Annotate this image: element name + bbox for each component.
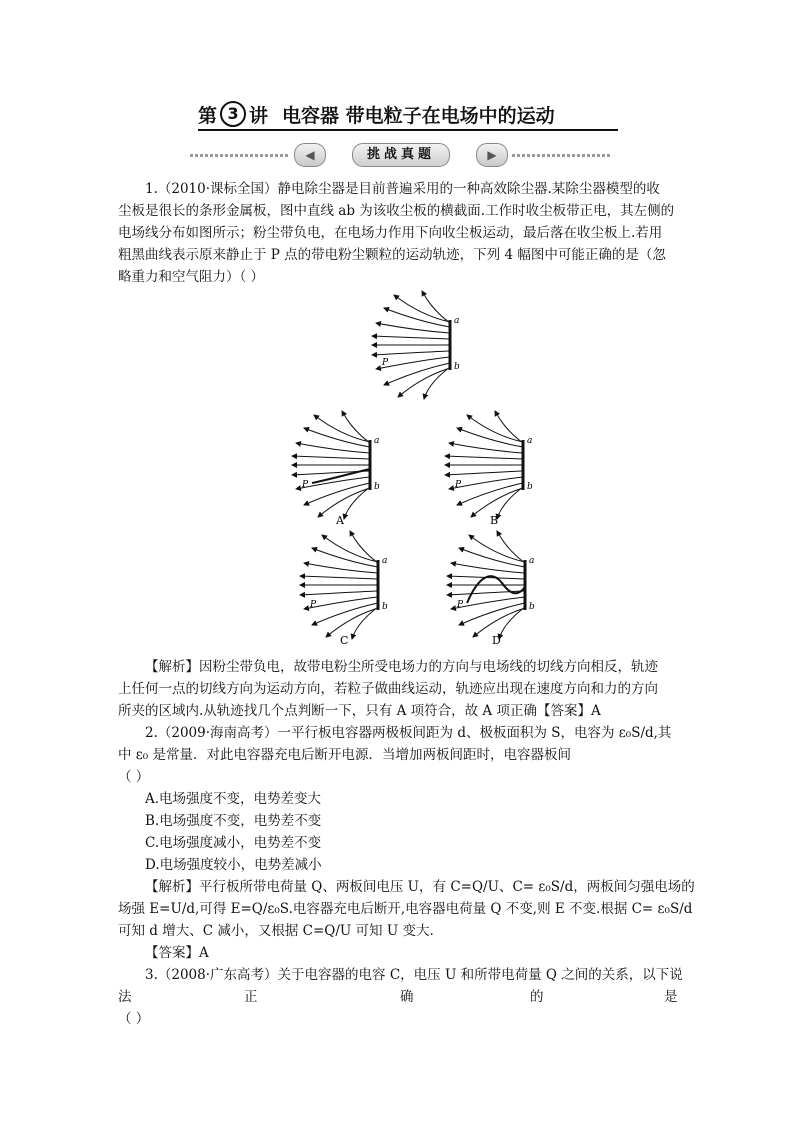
- title-main: 电容器 带电粒子在电场中的运动: [282, 104, 555, 127]
- q2-line-3: （ ）: [118, 769, 150, 785]
- q1-line-4: 粗黑曲线表示原来静止于 P 点的带电粉尘颗粒的运动轨迹，下列 4 幅图中可能正确的是（忽: [118, 247, 666, 263]
- q2-analysis-2: 场强 E=U/d,可得 E=Q/ε₀S.电容器充电后断开,电容器电荷量 Q 不变,则 E 不变.根据 C= ε₀S/d: [118, 901, 693, 917]
- q1-line-2: 尘板是很长的条形金属板，图中直线 ab 为该收尘板的横截面.工作时收尘板带正电，其左侧的: [118, 203, 675, 219]
- triangle-left-icon: ◀: [294, 143, 326, 167]
- option-label-c: C: [340, 634, 349, 647]
- section-label: 挑战真题: [352, 143, 450, 167]
- label-a: a: [529, 556, 535, 566]
- figure-option-c: [300, 531, 388, 639]
- label-b: b: [374, 482, 380, 492]
- q3-word-2: 正: [244, 989, 258, 1005]
- q3-line-1: 3.（2008·广东高考）关于电容器的电容 C，电压 U 和所带电荷量 Q 之间的关系，以下说: [145, 967, 683, 983]
- figure-option-d: [447, 531, 535, 639]
- q2-choice-d: D.电场强度较小，电势差减小: [145, 857, 322, 873]
- label-a: a: [527, 436, 533, 446]
- figure-option-b: [445, 411, 533, 519]
- q1-main-figure: [372, 291, 460, 399]
- q1-analysis-3: 所夹的区域内.从轨迹找几个点判断一下，只有 A 项符合，故 A 项正确【答案】A: [118, 703, 601, 719]
- q1-analysis-1: 【解析】因粉尘带负电，故带电粉尘所受电场力的方向与电场线的切线方向相反，轨迹: [145, 659, 658, 675]
- q2-choice-c: C.电场强度减小，电势差不变: [145, 835, 322, 851]
- title-suffix: 讲: [249, 104, 269, 127]
- label-p: P: [310, 600, 317, 610]
- label-b: b: [529, 602, 535, 612]
- figure-option-a: [292, 411, 380, 519]
- q1-line-1: 1.（2010·课标全国）静电除尘器是目前普遍采用的一种高效除尘器.某除尘器模型的收: [145, 181, 660, 197]
- label-a: a: [454, 316, 460, 326]
- label-b: b: [454, 362, 460, 372]
- option-label-a: A: [336, 514, 344, 527]
- title-number: 3: [220, 101, 246, 127]
- q3-word-4: 的: [530, 989, 544, 1005]
- label-p: P: [382, 358, 389, 368]
- label-a: a: [382, 556, 388, 566]
- q3-word-3: 确: [400, 989, 414, 1005]
- q1-analysis-2: 上任何一点的切线方向为运动方向，若粒子做曲线运动，轨迹应出现在速度方向和力的方向: [118, 681, 658, 697]
- title-prefix: 第: [198, 104, 218, 127]
- q2-answer: 【答案】A: [145, 945, 209, 961]
- triangle-right-icon: ▶: [476, 143, 508, 167]
- q2-analysis-1: 【解析】平行板所带电荷量 Q、两板间电压 U，有 C=Q/U、C= ε₀S/d，两板间匀强电场的: [145, 879, 695, 895]
- q2-choice-a: A.电场强度不变，电势差变大: [145, 791, 322, 807]
- q1-line-5: 略重力和空气阻力）（ ）: [118, 269, 265, 285]
- label-p: P: [455, 480, 462, 490]
- label-b: b: [382, 602, 388, 612]
- label-b: b: [527, 482, 533, 492]
- q2-analysis-3: 可知 d 增大、C 减小，又根据 C=Q/U 可知 U 变大.: [118, 923, 434, 939]
- q2-line-1: 2.（2009·海南高考）一平行板电容器两极板间距为 d、极板面积为 S，电容为 ε₀S/d,其: [145, 725, 672, 741]
- q2-line-2: 中 ε₀ 是常量．对此电容器充电后断开电源．当增加两板间距时，电容器板间: [118, 747, 571, 763]
- q3-line-3: （ ）: [118, 1011, 150, 1027]
- q1-line-3: 电场线分布如图所示；粉尘带负电，在电场力作用下向收尘板运动，最后落在收尘板上.若用: [118, 225, 663, 241]
- option-label-d: D: [492, 634, 501, 647]
- label-p: P: [457, 600, 464, 610]
- option-label-b: B: [490, 514, 499, 527]
- q2-choice-b: B.电场强度不变，电势差不变: [145, 813, 322, 829]
- q3-word-1: 法: [118, 989, 132, 1005]
- q3-word-5: 是: [664, 989, 678, 1005]
- label-a: a: [374, 436, 380, 446]
- label-p: P: [302, 480, 309, 490]
